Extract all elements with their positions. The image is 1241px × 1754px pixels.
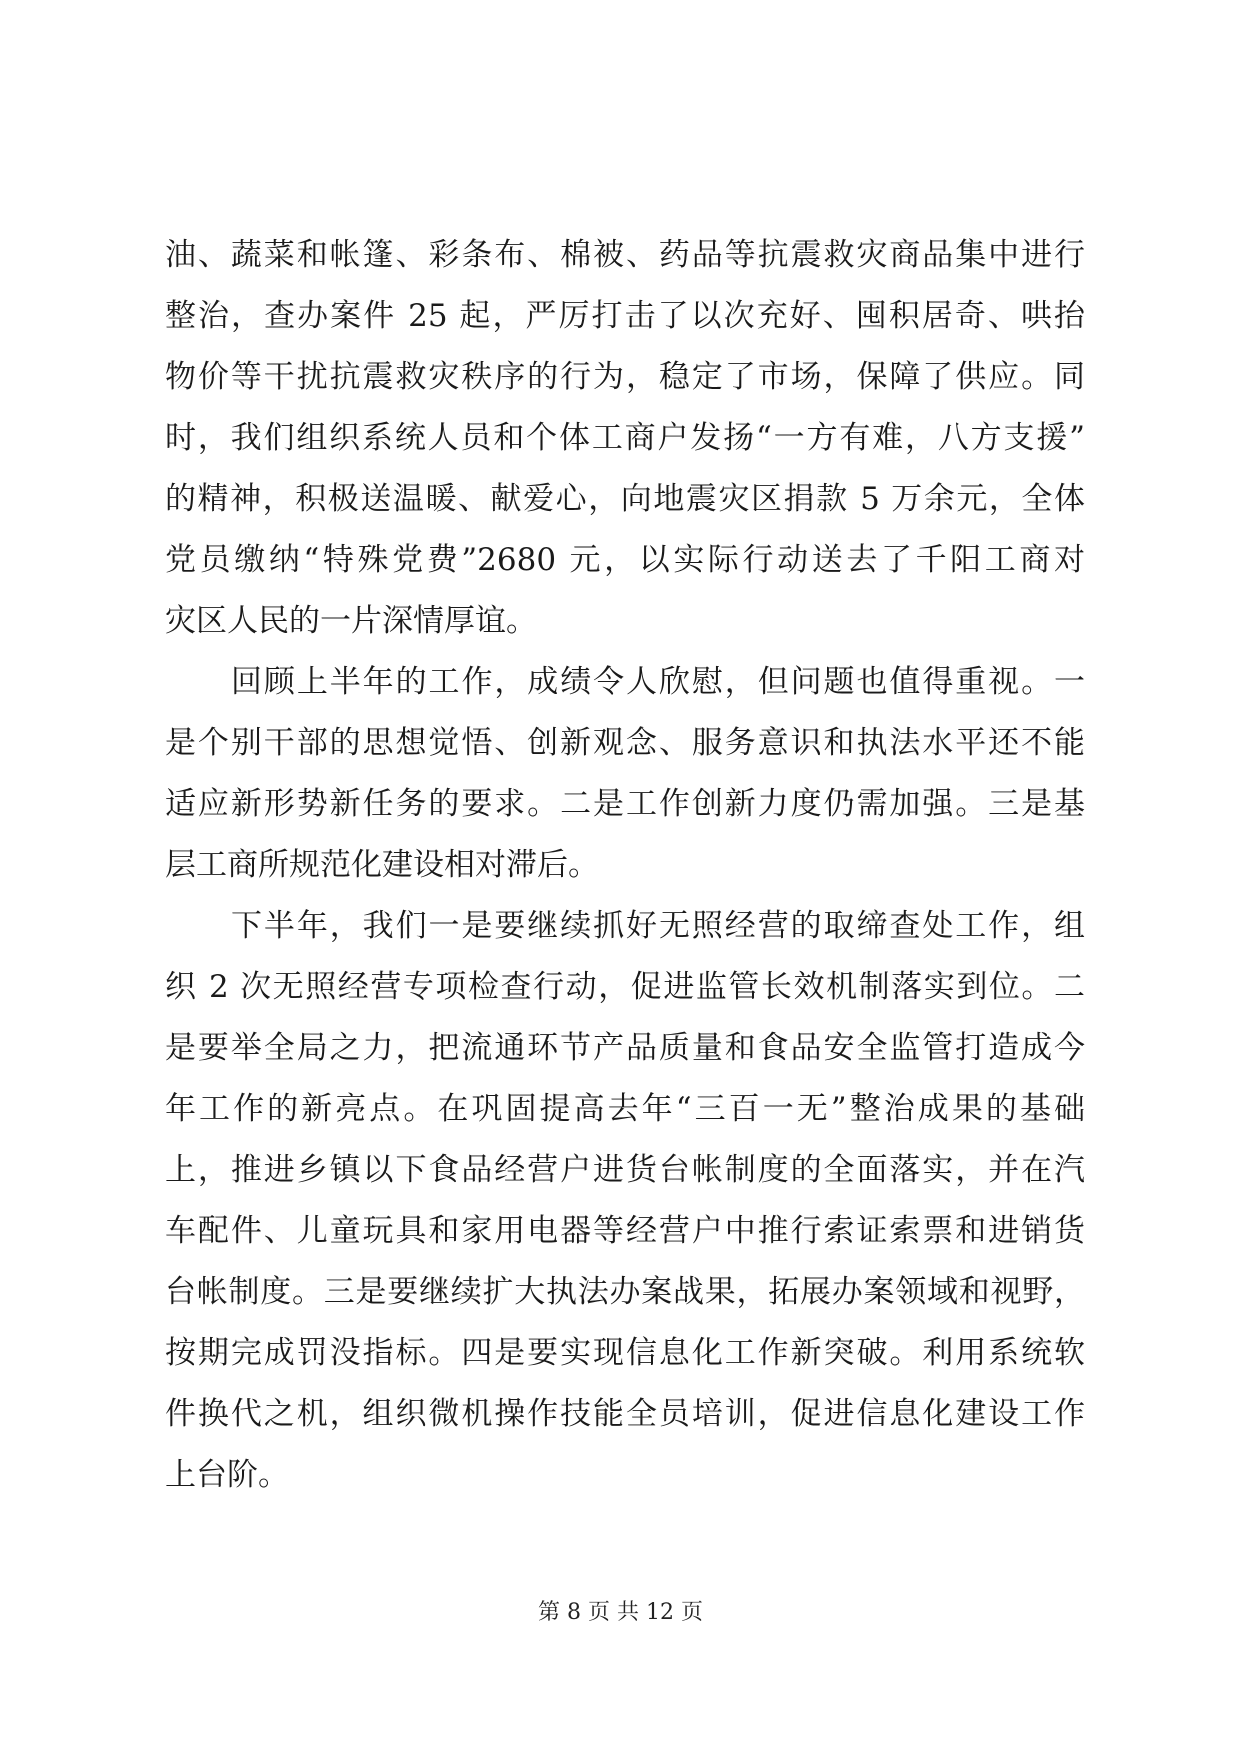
text-line: 的精神，积极送温暖、献爱心，向地震灾区捐款 5 万余元，全体: [165, 481, 1085, 517]
text-line: 件换代之机，组织微机操作技能全员培训，促进信息化建设工作: [165, 1396, 1085, 1432]
text-line: 下半年，我们一是要继续抓好无照经营的取缔查处工作，组: [231, 908, 1085, 944]
text-line: 灾区人民的一片深情厚谊。: [165, 603, 537, 639]
text-line: 回顾上半年的工作，成绩令人欣慰，但问题也值得重视。一: [231, 664, 1085, 700]
text-line: 台帐制度。三是要继续扩大执法办案战果，拓展办案领域和视野，: [165, 1274, 1085, 1310]
text-line: 党员缴纳“特殊党费”2680 元，以实际行动送去了千阳工商对: [165, 542, 1085, 578]
text-line: 上，推进乡镇以下食品经营户进货台帐制度的全面落实，并在汽: [165, 1152, 1085, 1188]
text-line: 时，我们组织系统人员和个体工商户发扬“一方有难，八方支援”: [165, 420, 1085, 456]
body-text: [165, 225, 1085, 1506]
text-line: 适应新形势新任务的要求。二是工作创新力度仍需加强。三是基: [165, 786, 1085, 822]
page-number-footer: 第 8 页 共 12 页: [538, 1600, 703, 1625]
text-line: 整治，查办案件 25 起，严厉打击了以次充好、囤积居奇、哄抬: [165, 298, 1085, 334]
text-line: 物价等干扰抗震救灾秩序的行为，稳定了市场，保障了供应。同: [165, 359, 1085, 395]
text-line: 年工作的新亮点。在巩固提高去年“三百一无”整治成果的基础: [165, 1091, 1085, 1127]
text-line: 油、蔬菜和帐篷、彩条布、棉被、药品等抗震救灾商品集中进行: [165, 237, 1085, 273]
text-line: 是个别干部的思想觉悟、创新观念、服务意识和执法水平还不能: [165, 725, 1085, 761]
text-line: 层工商所规范化建设相对滞后。: [165, 847, 599, 883]
text-line: 织 2 次无照经营专项检查行动，促进监管长效机制落实到位。二: [165, 969, 1085, 1005]
text-line: 车配件、儿童玩具和家用电器等经营户中推行索证索票和进销货: [165, 1213, 1085, 1249]
text-line: 是要举全局之力，把流通环节产品质量和食品安全监管打造成今: [165, 1030, 1085, 1066]
text-line: 上台阶。: [165, 1457, 289, 1493]
text-line: 按期完成罚没指标。四是要实现信息化工作新突破。利用系统软: [165, 1335, 1085, 1371]
